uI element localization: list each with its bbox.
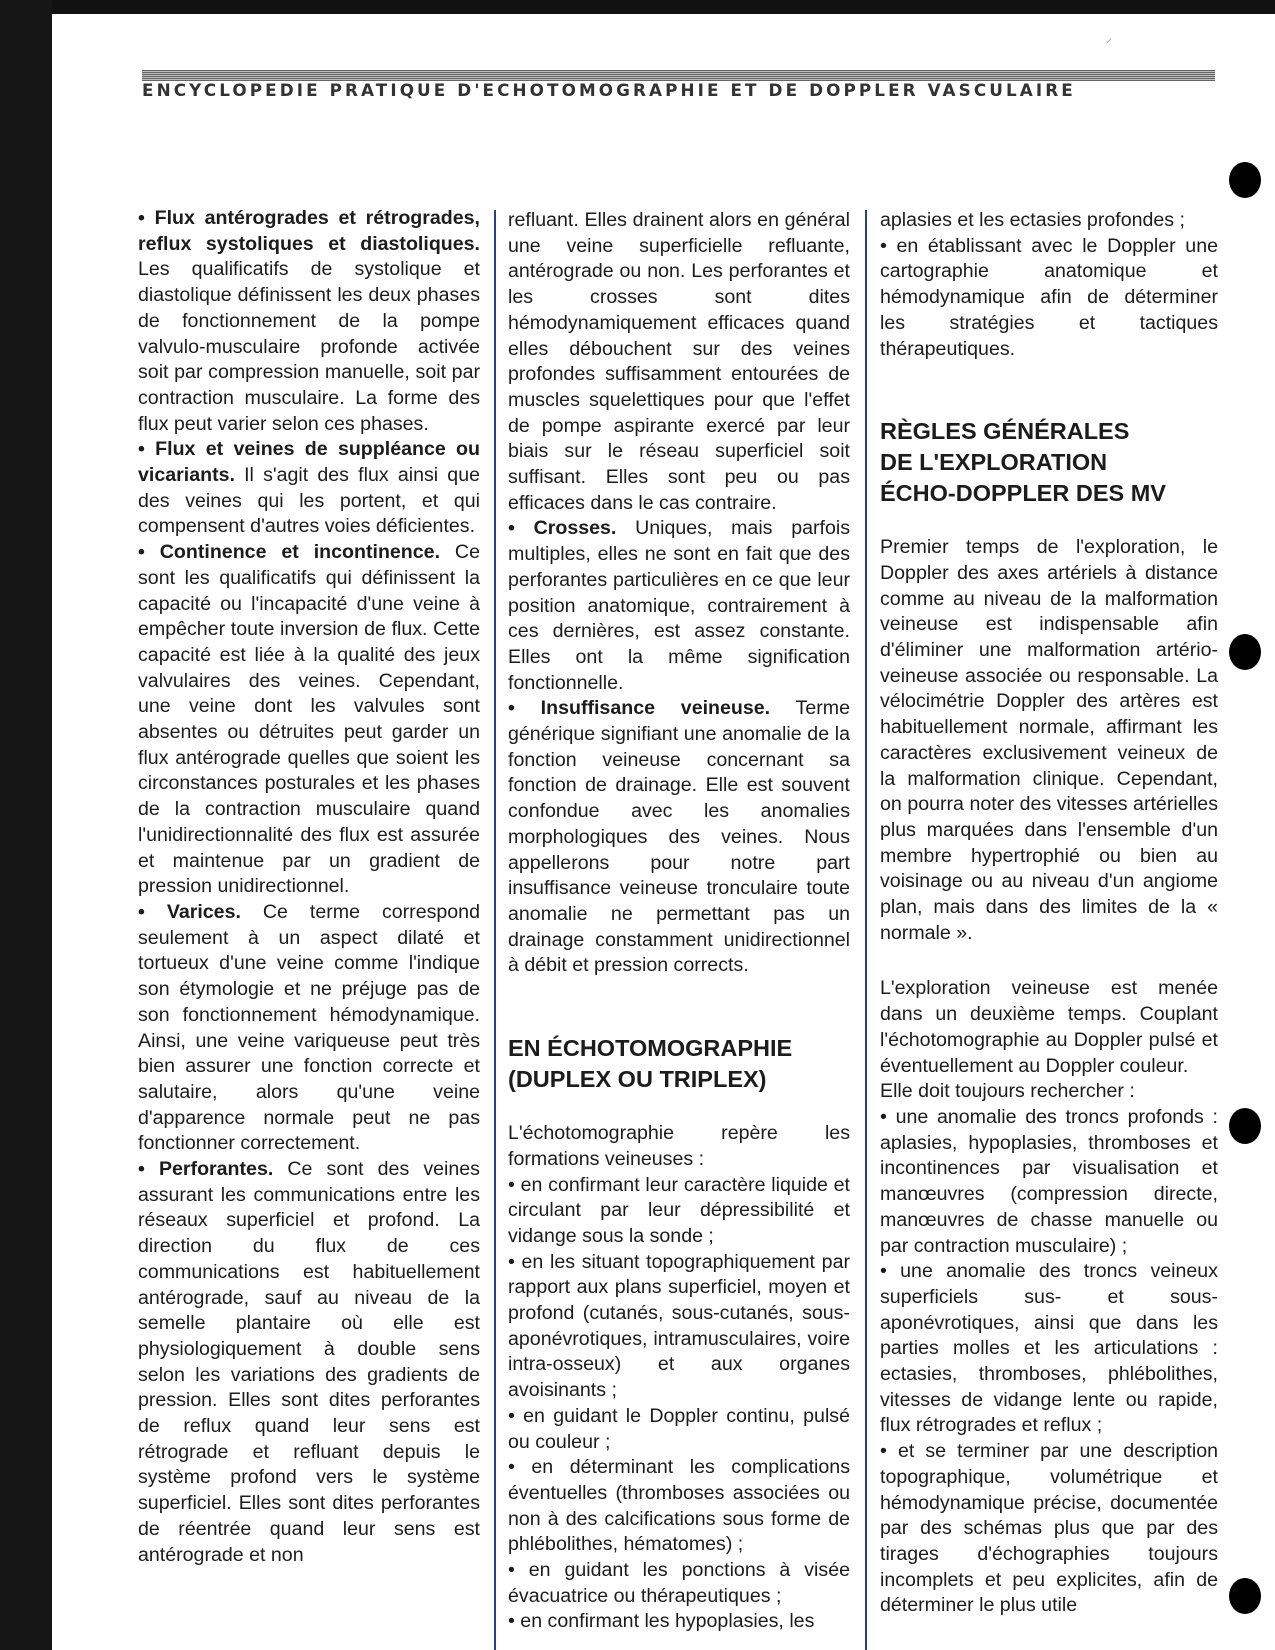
entry-text: Uniques, mais parfois multiples, elles ne sont en fait que des perforantes particulières en ce que leur position anatomique, contrairement à ces dernières, est assez constante. Elles ont la même signification fonctionnelle.: [508, 517, 850, 694]
running-header: ENCYCLOPEDIE PRATIQUE D'ECHOTOMOGRAPHIE ET DE DOPPLER VASCULAIRE: [142, 80, 1076, 100]
entry-text: Les qualificatifs de systolique et diastolique définissent les deux phases de fonctionnement de la pompe valvulo-musculaire profonde activée soit par compression manuelle, soit par contraction musculaire. La forme des flux peut varier selon ces phases.: [138, 258, 480, 435]
spacer: [880, 509, 1218, 535]
column-divider: [494, 210, 496, 1650]
continued-paragraph: refluant. Elles drainent alors en général une veine superficielle refluante, antérograde ou non. Les perforantes et les crosses sont dites hémodynamiquement efficaces quand elles débouchent sur des veines profondes suffisamment entourées de muscles squelettiques pour que l'effet de pompe aspirante exercé par leur biais sur le réseau superficiel soit suffisant. Elles sont peu ou pas efficaces dans le cas contraire.: [508, 209, 850, 514]
spacer: [508, 979, 850, 1033]
punch-hole: [1229, 634, 1261, 670]
body-paragraph: L'exploration veineuse est menée dans un deuxième temps. Couplant l'échotomographie au Doppler pulsé et éventuellement au Doppler couleur.: [880, 977, 1218, 1077]
column-divider: [865, 210, 867, 1650]
entry-term: • Perforantes.: [138, 1158, 274, 1181]
scan-border-left: [0, 0, 52, 1650]
entry-term: • Flux et veines de suppléance ou vicariants.: [138, 438, 480, 487]
glossary-entry: [138, 1157, 480, 1568]
section-heading: EN ÉCHOTOMOGRAPHIE (DUPLEX OU TRIPLEX): [508, 1035, 793, 1093]
entry-term: • Insuffisance veineuse.: [508, 697, 771, 720]
glossary-entry: [138, 206, 480, 437]
entry-term: • Varices.: [138, 900, 241, 923]
punch-hole: [1229, 1108, 1261, 1144]
bullet-item: • et se terminer par une description topographique, volumétrique et hémodynamique précise, documentée par des schémas plus que par des tirages d'échographies toujours incomplets et peu explicites, afin de déterminer le plus utile: [880, 1440, 1218, 1617]
bullet-item: • une anomalie des troncs profonds : aplasies, hypoplasies, thromboses et incontinences par visualisation et manœuvres (compression directe, manœuvres de chasse manuelle ou par contraction musculaire) ;: [880, 1105, 1218, 1257]
bullet-item: • en guidant le Doppler continu, pulsé ou couleur ;: [508, 1404, 850, 1453]
glossary-entry: [138, 437, 480, 540]
spacer: [508, 1095, 850, 1121]
scan-border-top: [0, 0, 1275, 14]
glossary-entry: [508, 696, 850, 979]
entry-text: Ce terme correspond seulement à un aspect dilaté et tortueux d'une veine comme l'indique son étymologie et ne préjuge pas de son fonctionnement hémodynamique. Ainsi, une veine variqueuse peut très bien assurer une fonction correcte et salutaire, alors qu'une veine d'apparence normale peut ne pas fonctionner correctement.: [138, 900, 480, 1155]
glossary-entry: [508, 516, 850, 696]
glossary-entry: [138, 900, 480, 1157]
entry-text: Ce sont des veines assurant les communications entre les réseaux superficiel et profond. La direction du flux de ces communications est habituellement antérograde, sauf au niveau de la semelle plantaire où elle est physiologiquement à double sens selon les variations des gradients de pression. Elles sont dites perforantes de reflux quand leur sens est rétrograde et refluant depuis le système profond vers le système superficiel. Elles sont dites perforantes de réentrée quand leur sens est antérograde et non: [138, 1158, 480, 1566]
entry-term: • Flux antérogrades et rétrogrades, reflux systoliques et diastoliques.: [138, 207, 480, 255]
entry-text: Ce sont les qualificatifs qui définissent la capacité ou l'incapacité d'une veine à empêcher toute inversion de flux. Cette capacité est liée à la qualité des jeux valvulaires des veines. Cependant, une veine dont les valvules sont absentes ou détruites peut garder un flux antérograde quelles que soient les circonstances posturales et les phases de la contraction musculaire quand l'unidirectionnalité des flux est assurée et maintenue par un gradient de pression unidirectionnel.: [138, 541, 480, 898]
entry-text: Terme générique signifiant une anomalie de la fonction veineuse concernant sa fonction de drainage. Elle est souvent confondue avec les anomalies morphologiques des veines. Nous appellerons pour notre part insuffisance veineuse tronculaire toute anomalie ne permettant pas un drainage constamment unidirectionnel à débit et pression corrects.: [508, 697, 850, 977]
entry-term: • Crosses.: [508, 517, 617, 540]
body-paragraph: Premier temps de l'exploration, le Doppler des axes artériels à distance comme au niveau de la malformation veineuse est indispensable afin d'éliminer une malformation artério-veineuse associée ou responsable. La vélocimétrie Doppler des artères est habituellement normale, affirmant les caractères exclusivement veineux de la malformation clinique. Cependant, on pourra noter des vitesses artérielles plus marquées dans l'ensemble d'un membre hypertrophié ou bien au voisinage ou au niveau d'un angiome plan, mais dans des limites de la « normale ».: [880, 536, 1218, 944]
intro-paragraph: L'échotomographie repère les formations veineuses :: [508, 1122, 850, 1170]
bullet-item: • en les situant topographiquement par rapport aux plans superficiel, moyen et profond (cutanés, sous-cutanés, sous-aponévrotiques, intramusculaires, voire intra-osseux) et aux organes avoisinants ;: [508, 1250, 850, 1402]
body-paragraph: Elle doit toujours rechercher :: [880, 1080, 1135, 1103]
column-2: [508, 208, 850, 1650]
entry-term: • Continence et incontinence.: [138, 541, 441, 564]
bullet-item: • en guidant les ponctions à visée évacuatrice ou thérapeutiques ;: [508, 1559, 850, 1607]
bullet-item: • en confirmant leur caractère liquide et circulant par leur dépressibilité et vidange sous la sonde ;: [508, 1173, 850, 1247]
heading-line: RÈGLES GÉNÉRALES: [880, 418, 1130, 445]
column-3: [880, 208, 1218, 1650]
bullet-item: • une anomalie des troncs veineux superficiels sus- et sous-aponévrotiques, ainsi que dans les parties molles et les articulations : ectasies, thromboses, phlébolithes, vitesses de vidange lente ou rapide, flux rétrogrades et reflux ;: [880, 1260, 1218, 1437]
heading-line: ÉCHO-DOPPLER DES MV: [880, 480, 1166, 507]
column-1: [138, 206, 480, 1650]
bullet-item: • en confirmant les hypoplasies, les: [508, 1610, 815, 1633]
glossary-entry: [138, 540, 480, 900]
section-heading: [880, 416, 1218, 509]
punch-hole: [1229, 162, 1261, 198]
bullet-item: • en établissant avec le Doppler une cartographie anatomique et hémodynamique afin de déterminer les stratégies et tactiques thérapeutiques.: [880, 234, 1218, 360]
punch-hole: [1229, 1578, 1261, 1614]
scan-mark: ⸍: [1106, 36, 1113, 50]
entry-text: Il s'agit des flux ainsi que des veines qui les portent, et qui compensent d'autres voies déficientes.: [138, 464, 480, 538]
spacer: [880, 362, 1218, 416]
continued-paragraph: aplasies et les ectasies profondes ;: [880, 209, 1185, 231]
heading-line: DE L'EXPLORATION: [880, 449, 1108, 476]
spacer: [880, 946, 1218, 976]
bullet-item: • en déterminant les complications éventuelles (thromboses associées ou non à des calcifications sous forme de phlébolithes, hématomes) ;: [508, 1456, 850, 1556]
